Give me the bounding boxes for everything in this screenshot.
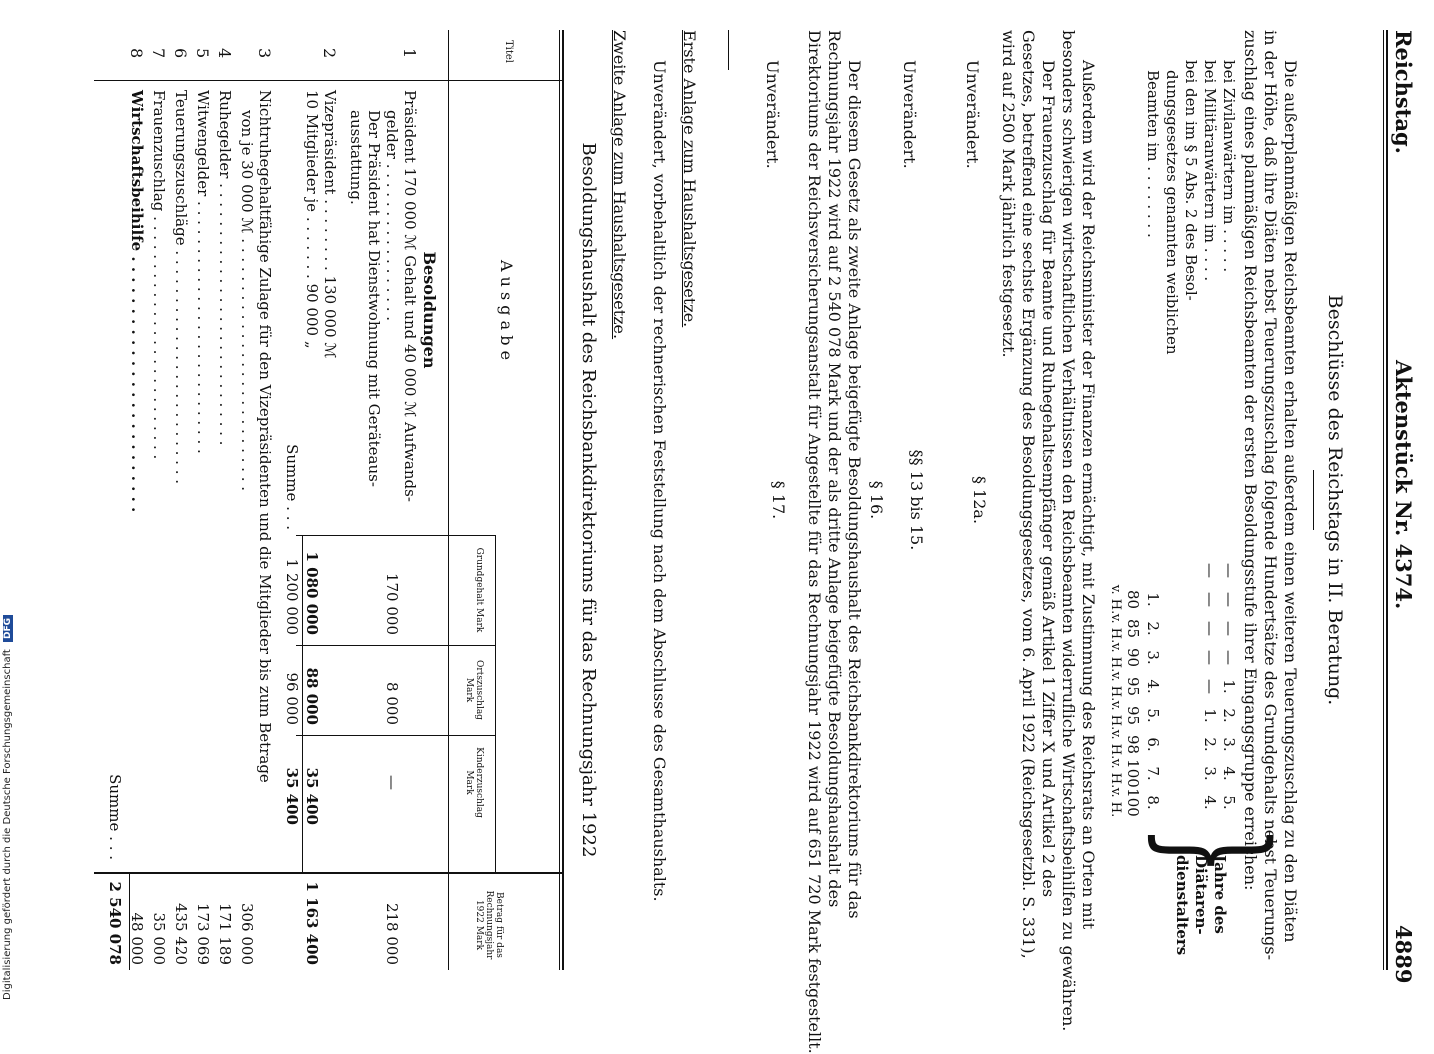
subheader-rule [495,535,496,872]
col-header-kinderzuschlag: Kinderzuschlag Mark [464,747,484,818]
total-value: 2 540 078 [106,881,124,965]
table-row-titel: 6 [171,48,190,59]
rates-cell: 2. [1144,621,1162,636]
rates-cell: — [1220,592,1238,607]
rates-cell: — [1201,592,1219,607]
rates-cell: — [1201,679,1219,694]
cell-betrag: 35 000 [150,912,168,965]
rates-unit: v. H. [1108,729,1123,760]
table-row-text: gelder . . . . . . . . . . . . . . . . . [383,110,401,322]
cell-betrag: 1 163 400 [303,881,321,965]
table-row-titel: 5 [193,48,212,59]
sum-label: Summe . . . [106,774,124,860]
rates-cell: 2. [1201,737,1219,752]
col-header-titel: Titel [503,40,514,64]
table-row-titel: 3 [255,48,274,59]
cell-ortszuschlag-sum: 96 000 [283,672,301,725]
rates-cell: 6. [1144,737,1162,752]
rates-cell: 5. [1144,708,1162,723]
table-row-titel: 2 [320,48,339,59]
section-16-line: Rechnungsjahr 1922 wird auf 2 540 078 Mark und der als dritte Anlage beigefügte Besoldungshaushalt des [825,30,844,908]
rates-percent: 100 [1124,788,1142,817]
rates-unit: v. H. [1108,642,1123,673]
rates-percent: 100 [1124,759,1142,788]
rates-cell: 4. [1220,766,1238,781]
credit-footer [2,615,13,1000]
rates-cell: 2. [1220,708,1238,723]
rates-cell: 3. [1220,737,1238,752]
rates-percent: 95 [1124,705,1142,726]
section-16-line: Der diesem Gesetz als zweite Anlage beigefügte Besoldungshaushalt des Reichsbankdirektoriums für das [845,60,864,919]
cell-betrag: 218 000 [383,902,401,965]
rates-percent: 80 [1124,589,1142,610]
table-row-text: von je 30 000 ℳ . . . . . . . . . . . . . . . . . . . . . . . . . . . [238,110,256,491]
table-row-text: Ruhegelder . . . . . . . . . . . . . . . . . . . . . . . . . . . . [216,90,234,446]
rates-unit: v. H. [1108,584,1123,615]
title-rule [1313,470,1314,530]
section-12a-heading: § 12a. [970,475,989,525]
rates-cell: 8. [1144,795,1162,810]
annex1-text: Unverändert, vorbehaltlich der rechnerischen Feststellung nach dem Abschlusse des Gesamthaushalts. [650,60,669,902]
brace-label: dienstalters [1173,855,1191,956]
para3-line-3: wird auf 2500 Mark jährlich festgesetzt. [999,30,1018,358]
page-title: Beschlüsse des Reichstags in II. Beratung. [1324,294,1346,706]
table-row-text: Der Präsident hat Dienstwohnung mit Geräteaus- [365,110,383,487]
para2-line-1: Außerdem wird der Reichsminister der Finanzen ermächtigt, mit Zustimmung des Reichsrats an Orten mit [1079,60,1098,930]
titel-col-rule [94,80,564,81]
section-13-15-text: Unverändert. [900,60,919,169]
cell-grundgehalt: 1 080 000 [303,551,321,635]
grund-col-rule [296,535,496,536]
rates-cell: 3. [1144,650,1162,665]
annex2-subtitle: Besoldungshaushalt des Reichsbankdirektoriums für das Rechnungsjahr 1922 [578,142,599,858]
rates-percent: 98 [1124,734,1142,755]
col-header-grundgehalt: Grundgehalt Mark [474,547,484,633]
page-number: 4889 [1391,925,1416,984]
cell-grundgehalt-sum: 1 200 000 [283,558,301,635]
rates-cell: — [1201,650,1219,665]
cell-betrag: 435 420 [172,902,190,965]
header-body-rule [448,30,449,970]
rates-cell: — [1220,563,1238,578]
section-16-line: Direktoriums der Reichsversicherungsanstalt für Angestellte für das Rechnungsjahr 1922 wird auf 651 720 Mark festgestellt. [805,30,824,1054]
col-header-ortszuschlag: Ortszuschlag Mark [464,660,484,720]
credit-text: Digitalisierung gefördert durch die Deutsche Forschungsgemeinschaft [2,649,13,1000]
rates-cell: 4. [1144,679,1162,694]
section-17-text: Unverändert. [763,60,782,169]
table-row-text: Präsident 170 000 ℳ Gehalt und 40 000 ℳ Aufwands- [401,90,419,502]
table-row-text: Witwengelder . . . . . . . . . . . . . . . . . . . . . . . . . . . [194,90,212,454]
annex1-title: Erste Anlage zum Haushaltsgesetze. [680,30,699,328]
rates-cell: 3. [1201,766,1219,781]
intro-line-1: Die außerplanmäßigen Reichsbeamten erhalten außerdem einen weiteren Teuerungszuschlag zu den Diäten [1281,60,1300,943]
rates-unit: v. H. [1108,787,1123,818]
table-row-text: Teuerungszuschläge . . . . . . . . . . . . . . . . . . . . . . . . . [172,90,190,484]
cell-kinderzuschlag: — [383,775,401,790]
table-row-text: Wirtschaftsbeihilfe . . . . . . . . . . . . . . . . . . . . . . . . . [128,90,146,513]
rates-cell: 1. [1201,708,1219,723]
rates-cell: — [1201,563,1219,578]
col-header-ausgabe: A u s g a b e [497,259,516,361]
separator-rule [728,30,729,70]
table-row-titel: 1 [400,48,419,59]
sum-rule [302,535,303,872]
betrag-col-rule [94,872,564,874]
section-12a-text: Unverändert. [963,60,982,169]
cell-betrag: 48 000 [128,912,146,965]
orts-col-rule [296,645,496,646]
rates-cell: 1. [1220,679,1238,694]
table-top-rule [562,30,564,970]
cell-betrag: 306 000 [238,902,256,965]
cell-betrag: 171 189 [216,902,234,965]
header-left: Reichstag. [1391,30,1416,154]
rates-cell: 5. [1220,795,1238,810]
header-rule [1386,30,1388,970]
table-row-text: 10 Mitglieder je . . . . . . . 90 000 „ [303,90,321,349]
dfg-logo: DFG [3,615,13,642]
rates-row-label: Beamten im . . . . . . . . [1144,70,1162,238]
table-row-text: Nichtruhegehaltfähige Zulage für den Vizepräsidenten und die Mitglieder bis zum Betrage [256,90,274,783]
intro-line-2: in der Höhe, daß ihre Diäten nebst Teuerungszuschlag folgende Hundertsätze des Grundgehalts nebst Teuerungs- [1261,30,1280,960]
brace-glyph: } [1137,825,1296,876]
cell-ortszuschlag: 8 000 [383,682,401,725]
table-row-text: Summe . . . [283,444,301,530]
cell-ortszuschlag: 88 000 [303,667,321,725]
header-rule-thin [1383,30,1384,970]
section-17-heading: § 17. [769,480,788,520]
section-heading: Besoldungen [420,251,439,369]
rates-percent: 85 [1124,618,1142,639]
rates-row-label: bei Zivilanwärtern im . . . . . [1220,60,1238,273]
section-16-heading: § 16. [867,480,886,520]
cell-kinderzuschlag-sum: 35 400 [283,767,301,825]
para2-line-2: besonders schwierigen wirtschaftlichen Verhältnissen den Reichsbeamten widerrufliche Wirtschaftsbeihilfen zu gewähren. [1059,30,1078,1032]
rates-cell: 7. [1144,766,1162,781]
para3-line-1: Der Frauenzuschlag für Beamte und Ruhegehaltsempfänger gemäß Artikel 1 Ziffer X und Artikel 2 des [1039,60,1058,898]
table-row-text: Frauenzuschlag . . . . . . . . . . . . . . . . . . . . . . . . . . [150,90,168,460]
rates-unit: v. H. [1108,671,1123,702]
rates-cell: 1. [1144,592,1162,607]
rates-row-label: dungsgesetzes genannten weiblichen [1163,70,1181,355]
kinder-col-rule [296,735,496,736]
brace-label: Diätaren- [1192,855,1210,935]
rates-cell: — [1220,650,1238,665]
annex2-title: Zweite Anlage zum Haushaltsgesetze. [610,30,629,340]
table-row-text: ausstattung. [347,110,365,205]
table-row-text: Vizepräsident . . . . . . . . 130 000 ℳ [321,90,339,359]
col-header-betrag: Betrag für das Rechnungsjahr 1922 Mark [474,890,504,960]
rates-unit: v. H. [1108,700,1123,731]
section-13-15-heading: §§ 13 bis 15. [907,449,926,551]
rates-row-label: bei Militäranwärtern im . . . . [1201,60,1219,282]
header-center: Aktenstück Nr. 4374. [1391,360,1416,610]
brace-label: Jahre des [1211,855,1229,934]
rates-cell: — [1220,621,1238,636]
cell-grundgehalt: 170 000 [383,572,401,635]
table-row-titel: 7 [149,48,168,59]
rates-unit: v. H. [1108,758,1123,789]
para3-line-2: Gesetzes, betreffend eine sechste Ergänzung des Besoldungsgesetzes, vom 6. April 1922 (Reichsgesetzbl. S. 331), [1019,30,1038,959]
rates-row-label: bei den im § 5 Abs. 2 des Besol- [1182,60,1200,301]
rates-cell: — [1201,621,1219,636]
intro-line-3: zuschlag eines planmäßigen Reichsbeamten der ersten Besoldungsstufe ihrer Eingangsgruppe erreichen: [1241,30,1260,891]
rates-percent: 90 [1124,647,1142,668]
table-top-rule-thin [559,30,560,970]
cell-kinderzuschlag: 35 400 [303,767,321,825]
table-row-titel: 8 [127,48,146,59]
cell-betrag: 173 069 [194,902,212,965]
rates-percent: 95 [1124,676,1142,697]
rates-unit: v. H. [1108,613,1123,644]
rates-cell: 4. [1201,795,1219,810]
table-row-titel: 4 [215,48,234,59]
